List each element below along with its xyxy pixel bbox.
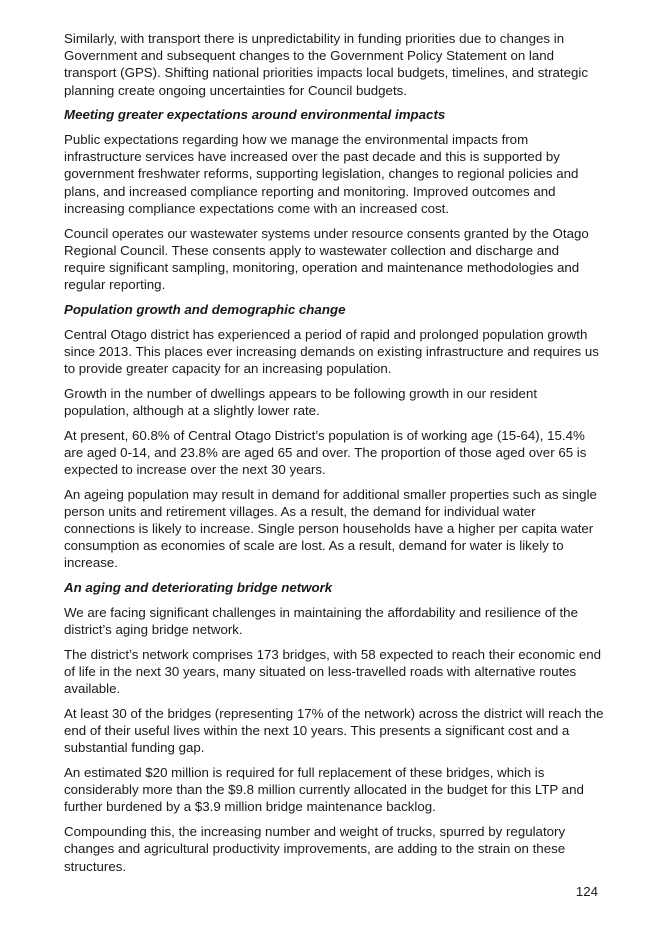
paragraph-bridge-funding: An estimated $20 million is required for full replacement of these bridges, which is considerably more than the $9.8 million currently allocated in the budget for this LTP and further burdened by a $3.9 million bridge maintenance backlog.: [64, 765, 584, 815]
paragraph-bridge-count: The district’s network comprises 173 bridges, with 58 expected to reach their economic end of life in the next 30 years, many situated on less-travelled roads with alternative routes available.: [64, 646, 602, 697]
heading-environmental-impacts: Meeting greater expectations around environmental impacts: [64, 107, 446, 123]
paragraph-truck-strain: Compounding this, the increasing number and weight of trucks, spurred by regulatory changes and agricultural productivity improvements, are adding to the strain on these structures.: [64, 824, 566, 874]
paragraph-public-expectations: Public expectations regarding how we manage the environmental impacts from infrastructure services have increased over the past decade and this is supported by government freshwater reforms, supporting legislation, changes to regional policies and plans, and increased compliance reporting and monitoring. Improved outcomes and increasing compliance expectations come with an increased cost.: [64, 132, 579, 216]
paragraph-ageing-demand: An ageing population may result in demand for additional smaller properties such as single person units and retirement villages. As a result, the demand for individual water connections is likely to increase. Single person households have a higher per capita water consumption as economies of scale are lost. As a result, demand for water is likely to increase.: [64, 486, 597, 571]
page-number: 124: [575, 884, 598, 899]
paragraph-bridge-challenges: We are facing significant challenges in maintaining the affordability and resilience of the district’s aging bridge network.: [64, 604, 578, 638]
heading-bridge-network: An aging and deteriorating bridge network: [64, 580, 333, 596]
paragraph-bridge-end-of-life: At least 30 of the bridges (representing 17% of the network) across the district will reach the end of their useful lives within the next 10 years. This presents a significant cost and a substantial funding gap.: [64, 705, 604, 756]
paragraph-transport-uncertainty: Similarly, with transport there is unpredictability in funding priorities due to changes in Government and subsequent changes to the Government Policy Statement on land transport (GPS). Shifting national priorities impacts local budgets, timelines, and strategic planning create ongoing uncertainties for Council budgets.: [64, 31, 588, 98]
paragraph-dwelling-growth: Growth in the number of dwellings appears to be following growth in our resident population, although at a slightly lower rate.: [64, 385, 538, 418]
paragraph-resource-consents: Council operates our wastewater systems under resource consents granted by the Otago Regional Council. These consents apply to wastewater collection and discharge and require significant sampling, monitoring, operation and maintenance methodologies and regular reporting.: [64, 225, 589, 293]
heading-population-growth: Population growth and demographic change: [64, 301, 346, 317]
paragraph-population-growth: Central Otago district has experienced a period of rapid and prolonged population growth since 2013. This places ever increasing demands on existing infrastructure and requires us to provide greater capacity for an increasing population.: [64, 326, 599, 376]
paragraph-age-distribution: At present, 60.8% of Central Otago District’s population is of working age (15-64), 15.4% are aged 0-14, and 23.8% are aged 65 and over. The proportion of those aged over 65 is expected to increase over the next 30 years.: [64, 427, 587, 477]
document-body: [64, 30, 604, 882]
